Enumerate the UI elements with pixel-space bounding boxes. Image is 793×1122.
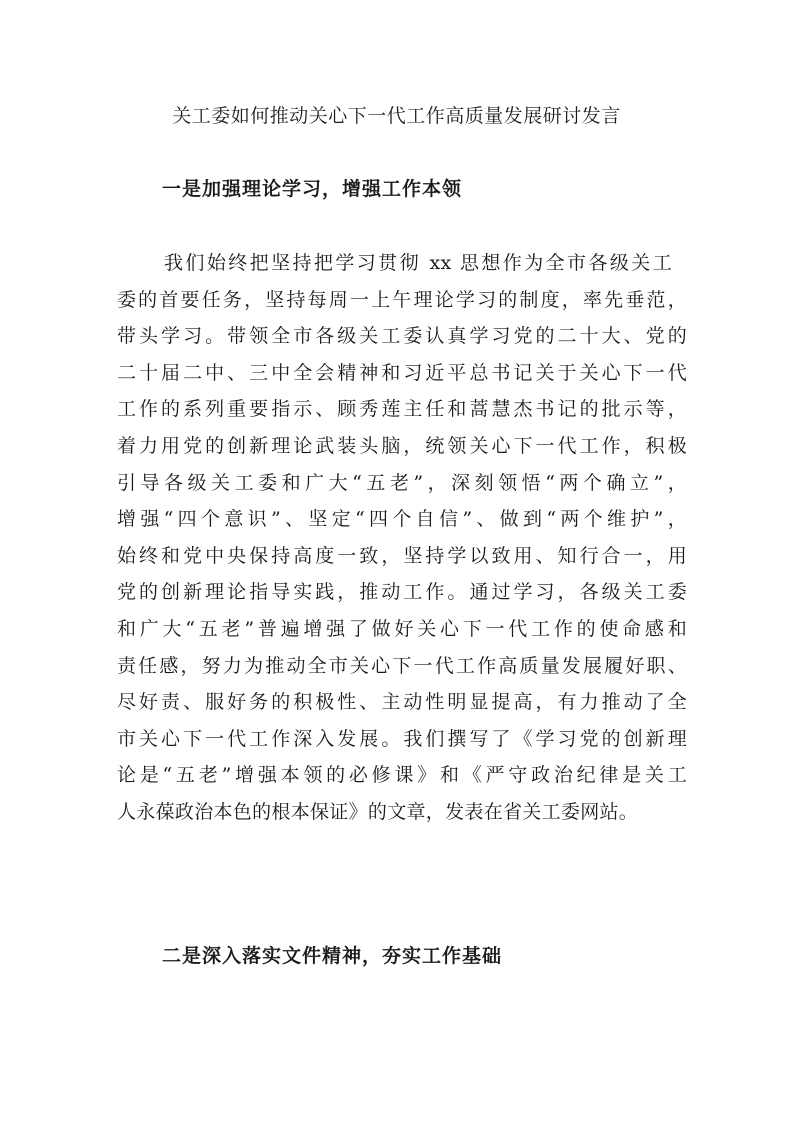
paragraph-line: 增强“四个意识”、坚定“四个自信”、做到“两个维护”， — [117, 508, 687, 531]
paragraph-line: 带头学习。带领全市各级关工委认真学习党的二十大、党的 — [117, 325, 687, 348]
paragraph-line: 党的创新理论指导实践，推动工作。通过学习，各级关工委 — [117, 581, 687, 604]
section-heading-2: 二是深入落实文件精神，夯实工作基础 — [162, 945, 503, 967]
paragraph-line: 责任感，努力为推动全市关心下一代工作高质量发展履好职、 — [117, 654, 687, 677]
paragraph-line: 引导各级关工委和广大“五老”，深刻领悟“两个确立”， — [117, 471, 687, 494]
paragraph-line: 尽好责、服好务的积极性、主动性明显提高，有力推动了全 — [117, 691, 687, 714]
section-1-paragraph — [117, 245, 687, 831]
paragraph-line: 始终和党中央保持高度一致，坚持学以致用、知行合一，用 — [117, 544, 687, 567]
paragraph-line: 着力用党的创新理论武装头脑，统领关心下一代工作，积极 — [117, 434, 687, 457]
paragraph-line: 论是“五老”增强本领的必修课》和《严守政治纪律是关工 — [117, 764, 687, 787]
paragraph-line: 二十届二中、三中全会精神和习近平总书记关于关心下一代 — [117, 361, 687, 384]
paragraph-line: 人永葆政治本色的根本保证》的文章，发表在省关工委网站。 — [117, 800, 639, 823]
paragraph-line: 市关心下一代工作深入发展。我们撰写了《学习党的创新理 — [117, 727, 687, 750]
paragraph-line: 委的首要任务，坚持每周一上午理论学习的制度，率先垂范， — [117, 288, 687, 311]
paragraph-line: 工作的系列重要指示、顾秀莲主任和蒿慧杰书记的批示等， — [117, 398, 687, 421]
document-title: 关工委如何推动关心下一代工作高质量发展研讨发言 — [172, 105, 621, 127]
paragraph-line: 我们始终把坚持把学习贯彻 xx 思想作为全市各级关工 — [164, 252, 672, 274]
section-heading-1: 一是加强理论学习，增强工作本领 — [162, 178, 463, 200]
paragraph-line: 和广大“五老”普遍增强了做好关心下一代工作的使命感和 — [117, 617, 687, 640]
